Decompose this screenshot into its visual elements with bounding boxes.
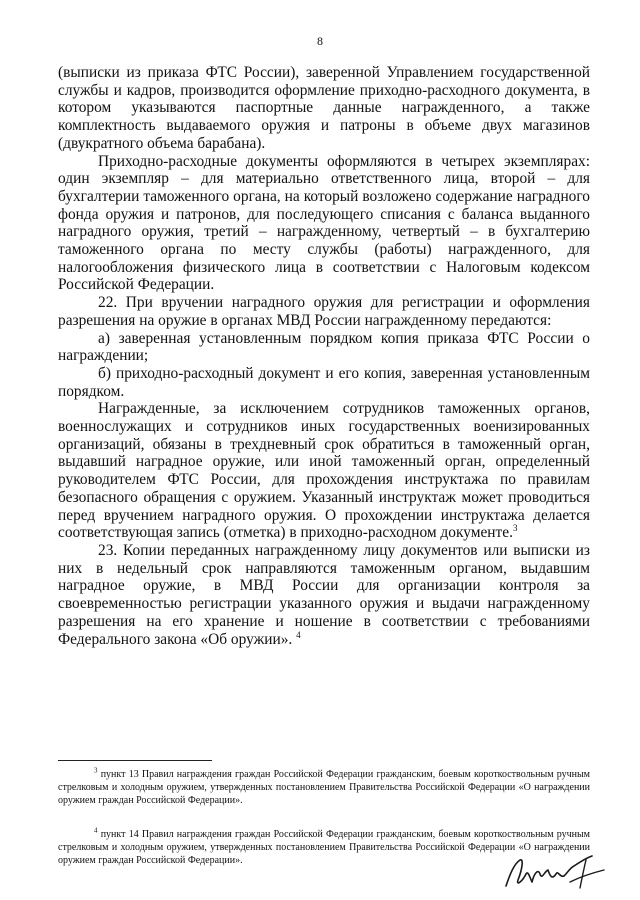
paragraph-item-22: 22. При вручении наградного оружия для регистрации и оформления разрешения на оружие в органах МВД России награжденному передаются: [58,294,590,329]
footnote-divider [58,760,212,761]
paragraph-subitem-b: б) приходно-расходный документ и его копия, заверенная установленным порядком. [58,364,590,400]
handwritten-signature [500,852,610,892]
paragraph-subitem-a: а) заверенная установленным порядком копия приказа ФТС России о награждении; [58,329,590,365]
footnote-mark: 4 [94,826,98,835]
paragraph-continuation: (выписки из приказа ФТС России), заверенной Управлением государственной службы и кадров, производится оформление приходно-расходного документа, в котором указываются паспортные данные награжденного, а также комплектность выдаваемого оружия и патроны в объеме двух магазинов (двукратного объема барабана). [58,64,590,152]
footnote-3: $^3$ пункт 13 Правил награждения граждан Российской Федерации гражданским, боевым короткоствольным ручным стрелковым и холодным оружием, утвержденных постановлением Правительства Российской Федерации «О награждении оружием граждан Российской Федерации». [58,766,591,807]
paragraph-instruction: Награжденные, за исключением сотрудников таможенных органов, военнослужащих и сотрудников иных государственных военизированных организаций, обязаны в трехдневный срок обратиться в таможенный орган, выдавший наградное оружие, или иной таможенный орган, определенный руководителем ФТС России, для прохождения инструктажа по правилам безопасного обращения с оружием. Указанный инструктаж может проводиться перед вручением наградного оружия. О прохождении инструктажа делается соответствующая запись (отметка) в приходно-расходном документе.$^3$ [58,400,590,542]
footnote-mark: 3 [94,766,98,775]
page-number: 8 [317,34,323,48]
footnote-4: $^4$ пункт 14 Правил награждения граждан Российской Федерации гражданским, боевым короткоствольным ручным стрелковым и холодным оружием, утвержденных постановлением Правительства Российской Федерации «О награждении оружием граждан Российской Федерации». [58,826,591,867]
footnote-ref-3: 3 [512,523,518,534]
paragraph-item-23: 23. Копии переданных награжденному лицу документов или выписки из них в недельный срок направляются таможенным органом, выдавшим наградное оружие, в МВД России для организации контроля за своевременностью регистрации указанного оружия и выдачи награжденному разрешения на его хранение и ношение в соответствии с требованиями Федерального закона «Об оружии». $^4$ [58,541,590,648]
document-body [58,64,590,648]
paragraph-copies: Приходно-расходные документы оформляются в четырех экземплярах: один экземпляр – для материально ответственного лица, второй – для бухгалтерии таможенного органа, на который возложено содержание наградного фонда оружия и патронов, для последующего списания с баланса выданного наградного оружия, третий – награжденному, четвертый – в бухгалтерию таможенного органа по месту службы (работы) награжденного, для налогообложения физического лица в соответствии с Налоговым кодексом Российской Федерации. [58,152,590,294]
footnote-ref-4: 4 [296,629,301,640]
